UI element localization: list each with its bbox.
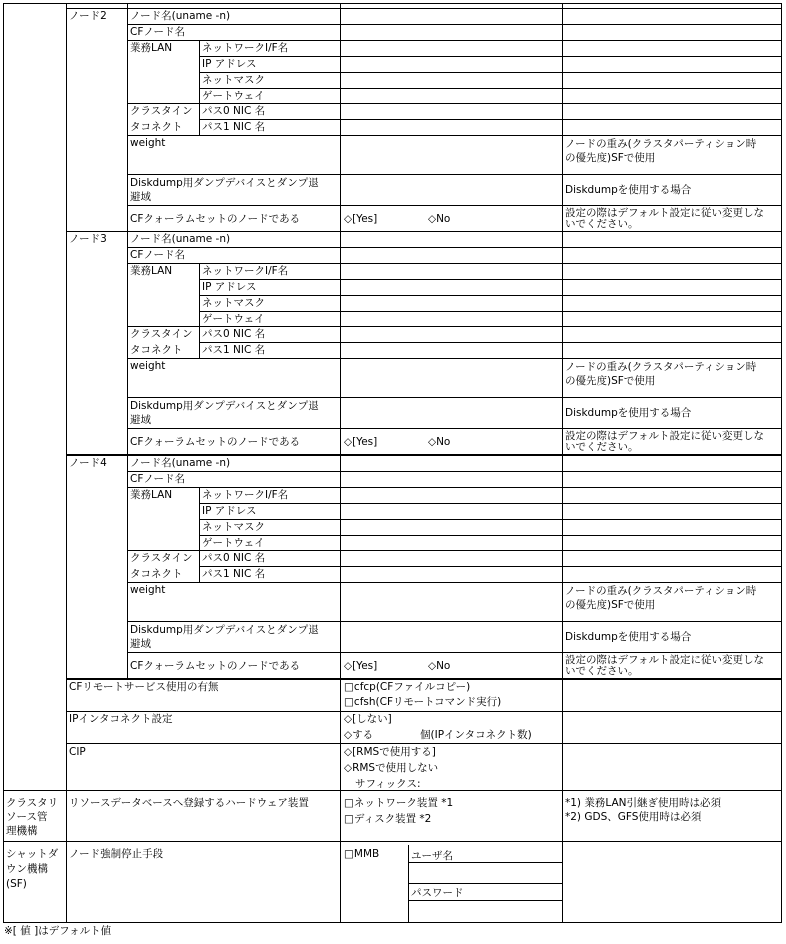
grid-line [127,428,782,429]
grid-line [408,862,563,863]
grid-line [127,205,782,206]
grid-line [127,358,782,359]
grid-line [781,790,782,923]
grid-line [199,72,782,73]
grid-line [3,3,4,791]
row-label-network-if: ネットワークI/F名 [202,42,289,54]
node-label: ノード2 [69,10,107,22]
grid-line [199,566,782,567]
grid-line [340,231,341,455]
weight-note: ノードの重み(クラスタパーティション時 [565,361,757,373]
ip-interconnect-yes-option: ◇する [344,729,374,741]
quorum-yes-option: ◇[Yes] [344,660,378,672]
weight-note: の優先度)SFで使用 [565,152,656,164]
grid-line [3,922,782,923]
ip-interconnect-label: IPインタコネクト設定 [69,713,173,725]
crm-disk-device-option: □ディスク装置 *2 [344,813,432,825]
row-label-ip-address: IP アドレス [202,281,257,293]
grid-line [127,487,782,488]
grid-line [199,487,200,583]
grid-line [3,841,782,842]
grid-line [781,231,782,455]
row-label-gateway: ゲートウェイ [202,537,265,549]
row-label-diskdump: Diskdump用ダンプデバイスとダンプ退 [130,624,319,636]
row-label-gateway: ゲートウェイ [202,90,265,102]
grid-line [127,550,782,551]
grid-line [199,311,782,312]
grid-line [127,8,128,232]
grid-line [340,8,341,232]
grid-line [199,119,782,120]
grid-line [127,24,782,25]
grid-line [3,790,4,923]
grid-line [127,231,128,455]
row-label-cf-quorum: CFクォーラムセットのノードである [130,436,301,448]
quorum-note: いでください。 [565,218,639,230]
row-label-cf-quorum: CFクォーラムセットのノードである [130,660,301,672]
grid-line [562,790,563,923]
row-label-netmask: ネットマスク [202,297,265,309]
sf-user-label: ユーザ名 [411,850,453,862]
grid-line [408,845,409,923]
row-label-weight: weight [130,137,166,149]
cip-no-rms-option: ◇RMSで使用しない [344,762,439,774]
sf-section-label: ウン機構 [6,863,48,875]
grid-line [127,455,128,679]
row-label-ip-address: IP アドレス [202,58,257,70]
grid-line [562,8,563,232]
row-label-diskdump: Diskdump用ダンプデバイスとダンプ退 [130,177,319,189]
weight-note: の優先度)SFで使用 [565,375,656,387]
quorum-no-option: ◇No [428,660,451,672]
node-label: ノード4 [69,457,107,469]
grid-line [781,8,782,232]
grid-line [66,455,67,679]
diskdump-note: Diskdumpを使用する場合 [565,407,692,419]
cf-remote-label: CFリモートサービス使用の有無 [69,681,219,693]
row-label-cf-name: CFノード名 [130,26,186,38]
weight-note: の優先度)SFで使用 [565,599,656,611]
grid-line [127,621,782,622]
row-label-path0: パス0 NIC 名 [202,552,266,564]
grid-line [199,519,782,520]
row-label-interconnect: タコネクト [130,344,183,356]
row-label-diskdump: 避域 [130,414,151,426]
row-label-business-lan: 業務LAN [130,265,173,277]
row-label-business-lan: 業務LAN [130,489,173,501]
grid-line [66,679,782,680]
row-label-cf-quorum: CFクォーラムセットのノードである [130,213,301,225]
row-label-netmask: ネットマスク [202,521,265,533]
grid-line [408,883,563,884]
row-label-netmask: ネットマスク [202,74,265,86]
quorum-no-option: ◇No [428,436,451,448]
row-label-weight: weight [130,584,166,596]
row-label-business-lan: 業務LAN [130,42,173,54]
row-label-network-if: ネットワークI/F名 [202,265,289,277]
grid-line [127,40,782,41]
grid-line [199,342,782,343]
grid-line [66,790,67,923]
grid-line [562,231,563,455]
row-label-uname: ノード名(uname -n) [130,233,231,245]
quorum-note: いでください。 [565,665,639,677]
grid-line [562,678,563,791]
row-label-ip-address: IP アドレス [202,505,257,517]
grid-line [562,3,563,9]
row-label-path1: パス1 NIC 名 [202,568,266,580]
grid-line [66,3,67,9]
row-label-interconnect: タコネクト [130,121,183,133]
grid-line [340,455,341,679]
crm-section-label: 理機構 [6,825,38,837]
row-label-interconnect: クラスタイン [130,105,193,117]
quorum-note: いでください。 [565,441,639,453]
quorum-no-option: ◇No [428,213,451,225]
sf-password-label: パスワード [411,887,464,899]
grid-line [199,295,782,296]
crm-note: *1) 業務LAN引継ぎ使用時は必須 [565,797,721,809]
grid-line [66,8,782,9]
grid-line [199,56,782,57]
ip-interconnect-no-option: ◇[しない] [344,713,392,725]
grid-line [199,503,782,504]
grid-line [562,455,563,679]
cip-label: CIP [69,746,86,758]
grid-line [66,743,782,744]
grid-line [66,711,782,712]
row-label-path1: パス1 NIC 名 [202,121,266,133]
quorum-note: 設定の際はデフォルト設定に従い変更しな [565,430,764,442]
grid-line [3,790,782,791]
grid-line [408,900,563,901]
cip-suffix: サフィックス: [355,778,421,790]
grid-line [127,135,782,136]
grid-line [127,3,128,9]
quorum-yes-option: ◇[Yes] [344,436,378,448]
row-label-diskdump: 避域 [130,191,151,203]
grid-line [127,397,782,398]
row-label-path1: パス1 NIC 名 [202,344,266,356]
row-label-path0: パス0 NIC 名 [202,328,266,340]
grid-line [199,535,782,536]
cf-remote-option-cfsh: □cfsh(CFリモートコマンド実行) [344,696,502,708]
grid-line [781,678,782,791]
grid-line [66,3,782,4]
grid-line [66,8,67,232]
row-label-path0: パス0 NIC 名 [202,105,266,117]
row-label-diskdump: 避域 [130,638,151,650]
weight-note: ノードの重み(クラスタパーティション時 [565,585,757,597]
diskdump-note: Diskdumpを使用する場合 [565,631,692,643]
row-label-cf-name: CFノード名 [130,473,186,485]
row-label-cf-name: CFノード名 [130,249,186,261]
grid-line [781,3,782,9]
weight-note: ノードの重み(クラスタパーティション時 [565,138,757,150]
crm-section-label: ソース管 [6,811,48,823]
crm-hardware-label: リソースデータベースへ登録するハードウェア装置 [69,797,309,809]
row-label-interconnect: タコネクト [130,568,183,580]
cip-rms-option: ◇[RMSで使用する] [344,746,436,758]
grid-line [66,455,782,456]
row-label-interconnect: クラスタイン [130,328,193,340]
grid-line [199,263,200,359]
sf-mmb-option: □MMB [344,848,380,860]
grid-line [127,174,782,175]
grid-line [199,88,782,89]
grid-line [340,3,341,9]
grid-line [66,231,782,232]
quorum-note: 設定の際はデフォルト設定に従い変更しな [565,654,764,666]
grid-line [127,582,782,583]
row-label-network-if: ネットワークI/F名 [202,489,289,501]
grid-line [127,103,782,104]
grid-line [781,455,782,679]
grid-line [199,40,200,136]
footnote: ※[ 値 ]はデフォルト値 [4,925,112,937]
row-label-uname: ノード名(uname -n) [130,457,231,469]
grid-line [127,326,782,327]
sf-section-label: (SF) [6,878,27,890]
row-label-uname: ノード名(uname -n) [130,10,231,22]
grid-line [66,678,67,791]
grid-line [340,678,341,791]
grid-line [127,471,782,472]
sf-section-label: シャットダ [6,848,59,860]
crm-note: *2) GDS、GFS使用時は必須 [565,811,702,823]
node-label: ノード3 [69,233,107,245]
grid-line [199,279,782,280]
row-label-diskdump: Diskdump用ダンプデバイスとダンプ退 [130,400,319,412]
grid-line [66,231,67,455]
row-label-gateway: ゲートウェイ [202,313,265,325]
grid-line [127,652,782,653]
grid-line [3,3,67,4]
grid-line [127,263,782,264]
grid-line [340,790,341,923]
quorum-note: 設定の際はデフォルト設定に従い変更しな [565,207,764,219]
diskdump-note: Diskdumpを使用する場合 [565,184,692,196]
row-label-weight: weight [130,360,166,372]
quorum-yes-option: ◇[Yes] [344,213,378,225]
row-label-interconnect: クラスタイン [130,552,193,564]
sf-forced-stop-label: ノード強制停止手段 [69,848,164,860]
crm-section-label: クラスタリ [6,797,59,809]
crm-network-device-option: □ネットワーク装置 *1 [344,797,454,809]
grid-line [127,247,782,248]
ip-interconnect-count: 個(IPインタコネクト数) [420,729,532,741]
cf-remote-option-cfcp: □cfcp(CFファイルコピー) [344,681,471,693]
